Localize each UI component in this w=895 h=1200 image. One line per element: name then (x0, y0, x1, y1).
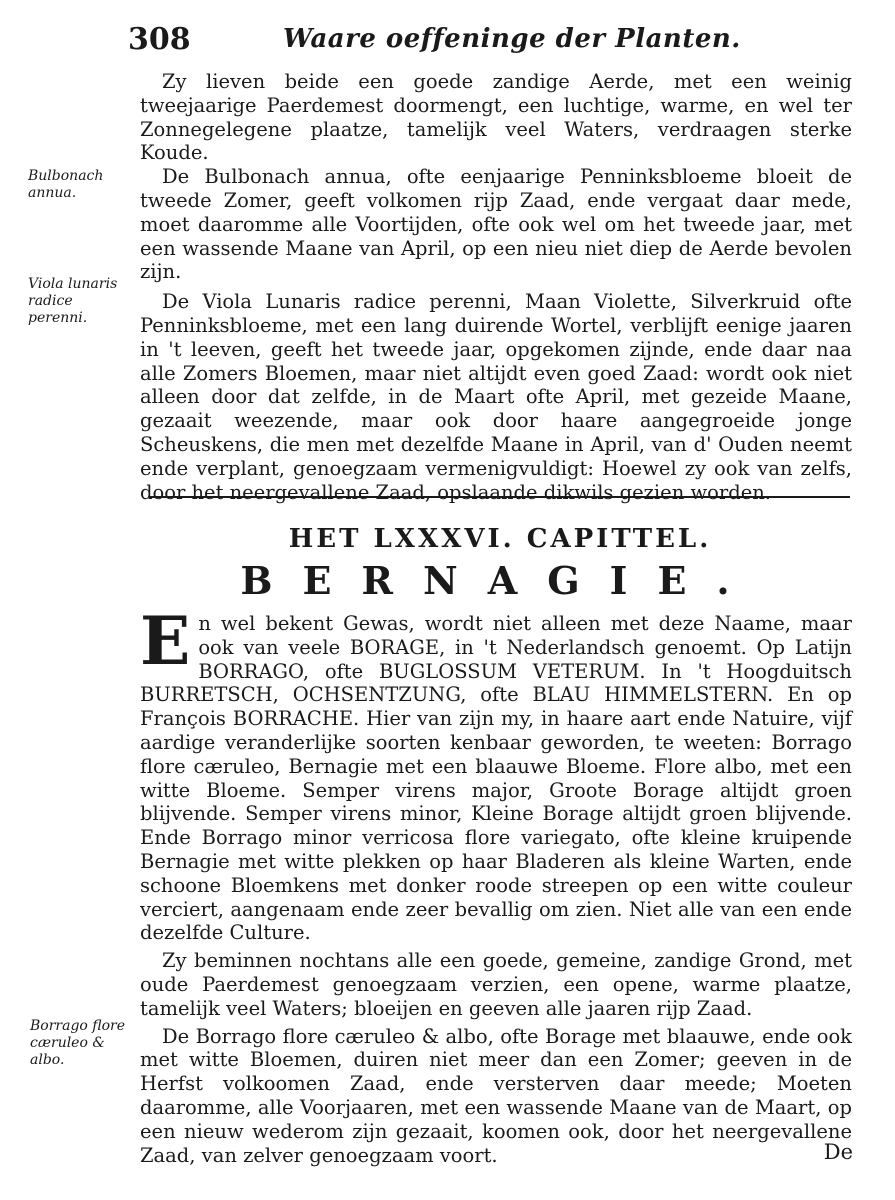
section-heading: BERNAGIE. (240, 558, 760, 603)
paragraph-soil: Zy beminnen nochtans alle een goede, gemeine, zandige Grond, met oude Paerdemest genoegzaam verzien, een opene, warme plaatze, tamelijk veel Waters; bloeijen en geeven alle jaaren rijp Zaad. (140, 949, 852, 1020)
margin-note-viola: Viola lunaris radice perenni. (28, 276, 118, 326)
paragraph-bulbonach: De Bulbonach annua, ofte eenjaarige Penninksbloeme bloeit de tweede Zomer, geeft volkomen rijp Zaad, ende vergaat daar mede, moet daaromme alle Voortijden, ofte ook wel om het tweede jaar, met een wassende Maane van April, op een nieu niet diep de Aerde bevolen zijn. (140, 165, 852, 284)
paragraph-bernagie-intro (140, 602, 852, 945)
paragraph-viola-lunaris: De Viola Lunaris radice perenni, Maan Violette, Silverkruid ofte Penninksbloeme, met een lang duirende Wortel, verblijft eenige jaaren in 't leeven, geeft het tweede jaar, opgekomen zijnde, ende daar naa alle Zomers Bloemen, maar niet altijdt even goed Zaad: wordt ook niet alleen door dat zelfde, in de Maart ofte April, met gezeide Maane, gezaait weezende, maar ook door haare aangegroeide jonge Scheuskens, die men met dezelfde Maane in April, van d' Ouden neemt ende verplant, genoegzaam vermenigvuldigt: Hoewel zy ook van zelfs, door het neergevallene Zaad, opslaande dikwils gezien worden. (140, 290, 852, 504)
page-number: 308 (128, 22, 191, 57)
upper-text-block (140, 70, 852, 504)
paragraph-bernagie-text: n wel bekent Gewas, wordt niet alleen met deze Naame, maar ook van veele BORAGE, in 't Nederlandsch genoemt. Op Latijn BORRAGO, ofte BUGLOSSUM VETERUM. In 't Hoogduitsch BURRETSCH, OCHSENTZUNG, ofte BLAU HIMMELSTERN. En op François BORRACHE. Hier van zijn my, in haare aart ende Natuire, vijf aardige veranderlijke soorten kenbaar geworden, te weeten: Borrago flore cæruleo, Bernagie met een blaauwe Bloeme. Flore albo, met een witte Bloeme. Semper virens major, Groote Borage altijdt groen blijvende. Semper virens minor, Kleine Borage altijdt groen blijvende. Ende Borrago minor verricosa flore variegato, ofte kleine kruipende Bernagie met witte plekken op haar Bladeren als kleine Warten, ende schoone Bloemkens met donker roode streepen op een witte couleur verciert, aangenaam ende zeer bevallig om zien. Niet alle van een ende dezelfde Culture. (140, 612, 852, 945)
chapter-heading: HET LXXXVI. CAPITTEL. (288, 524, 712, 554)
running-title: Waare oeffeninge der Planten. (283, 24, 741, 54)
drop-cap: E (140, 602, 191, 680)
margin-note-borrago: Borrago flore cæruleo & albo. (30, 1018, 126, 1068)
paragraph-borrago: De Borrago flore cæruleo & albo, ofte Borage met blaauwe, ende ook met witte Bloemen, duiren niet meer dan een Zomer; geeven in de Herfst volkoomen Zaad, ende versterven daar meede; Moeten daaromme, alle Voorjaaren, met een wassende Maane van de Maart, op een nieuw wederom zijn gezaait, koomen ook, door het neergevallene Zaad, van zelver genoegzaam voort. (140, 1024, 852, 1167)
section-divider (150, 496, 850, 498)
page-header (128, 22, 848, 66)
margin-note-bulbonach: Bulbonach annua. (28, 168, 104, 201)
catchword: De (823, 1140, 853, 1164)
paragraph-cultivation: Zy lieven beide een goede zandige Aerde, met een weinig tweejaarige Paerdemest doormengt, een luchtige, warme, en wel ter Zonnegelegene plaatze, tamelijk veel Waters, verdraagen sterke Koude. (140, 70, 852, 165)
lower-text-block (140, 602, 852, 1167)
